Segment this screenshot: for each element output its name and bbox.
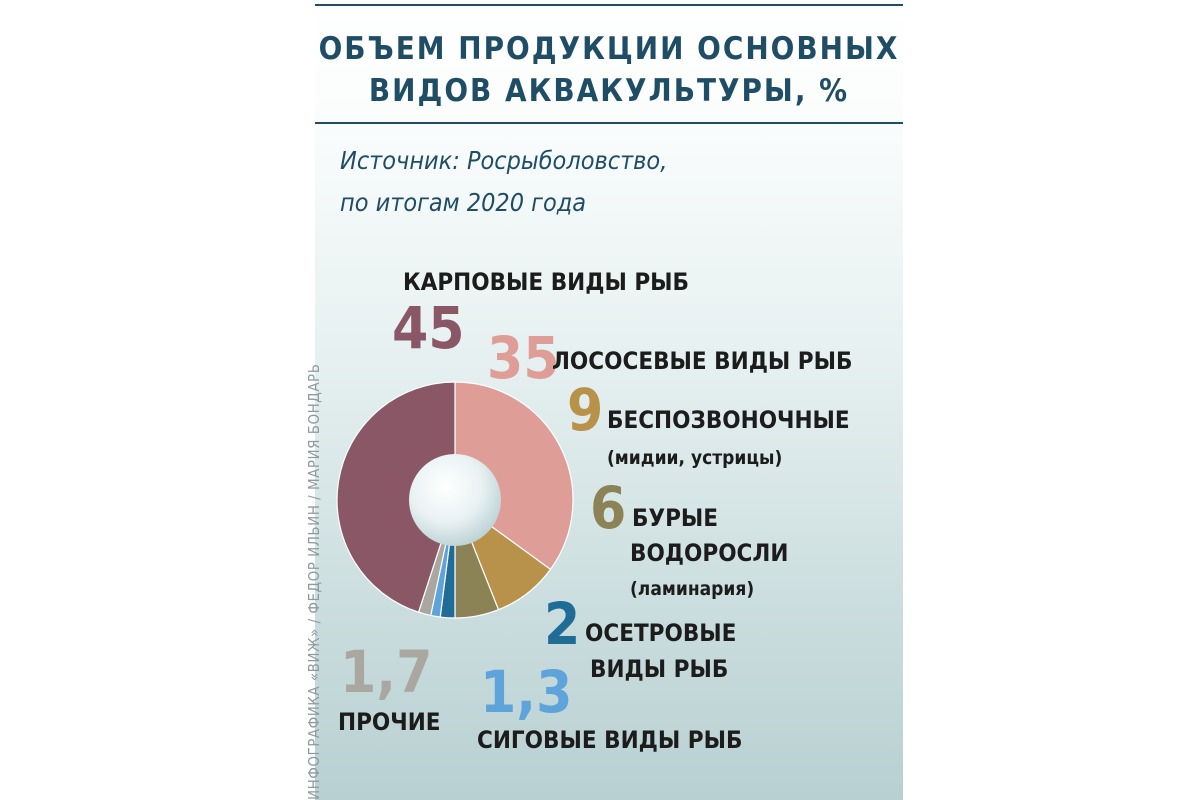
- donut-chart: [330, 375, 580, 625]
- title-line-2: ВИДОВ АКВАКУЛЬТУРЫ, %: [368, 73, 850, 109]
- salmon-label: ЛОСОСЕВЫЕ ВИДЫ РЫБ: [552, 347, 853, 375]
- sturgeon-label-2: ВИДЫ РЫБ: [590, 655, 729, 683]
- whitefish-label: СИГОВЫЕ ВИДЫ РЫБ: [477, 726, 743, 754]
- sturgeon-value: 2: [544, 590, 581, 658]
- algae-label-2: ВОДОРОСЛИ: [630, 539, 789, 567]
- invert-sub: (мидии, устрицы): [607, 447, 783, 469]
- other-value: 1,7: [340, 638, 433, 706]
- credit-line: ИНФОГРАФИКА «ВИЖ» / ФЕДОР ИЛЬИН / МАРИЯ БОНДАРЬ: [305, 363, 323, 800]
- source-note: [340, 140, 667, 224]
- donut-hole: [409, 454, 501, 546]
- chart-title: [315, 28, 903, 112]
- salmon-value: 35: [487, 324, 560, 392]
- algae-value: 6: [590, 474, 627, 542]
- invert-label: БЕСПОЗВОНОЧНЫЕ: [607, 406, 850, 434]
- top-rule: [315, 4, 903, 6]
- invert-value: 9: [567, 376, 604, 444]
- sturgeon-label-1: ОСЕТРОВЫЕ: [585, 619, 737, 647]
- title-rule: [315, 122, 903, 124]
- carp-label: КАРПОВЫЕ ВИДЫ РЫБ: [403, 268, 689, 296]
- carp-value: 45: [392, 294, 465, 362]
- other-label: ПРОЧИЕ: [338, 708, 441, 736]
- source-line-1: Источник: Росрыболовство,: [340, 146, 668, 175]
- whitefish-value: 1,3: [480, 658, 573, 726]
- source-line-2: по итогам 2020 года: [340, 188, 587, 217]
- algae-label-1: БУРЫЕ: [632, 504, 719, 532]
- title-line-1: ОБЪЕМ ПРОДУКЦИИ ОСНОВНЫХ: [318, 31, 900, 67]
- algae-sub: (ламинария): [630, 578, 755, 600]
